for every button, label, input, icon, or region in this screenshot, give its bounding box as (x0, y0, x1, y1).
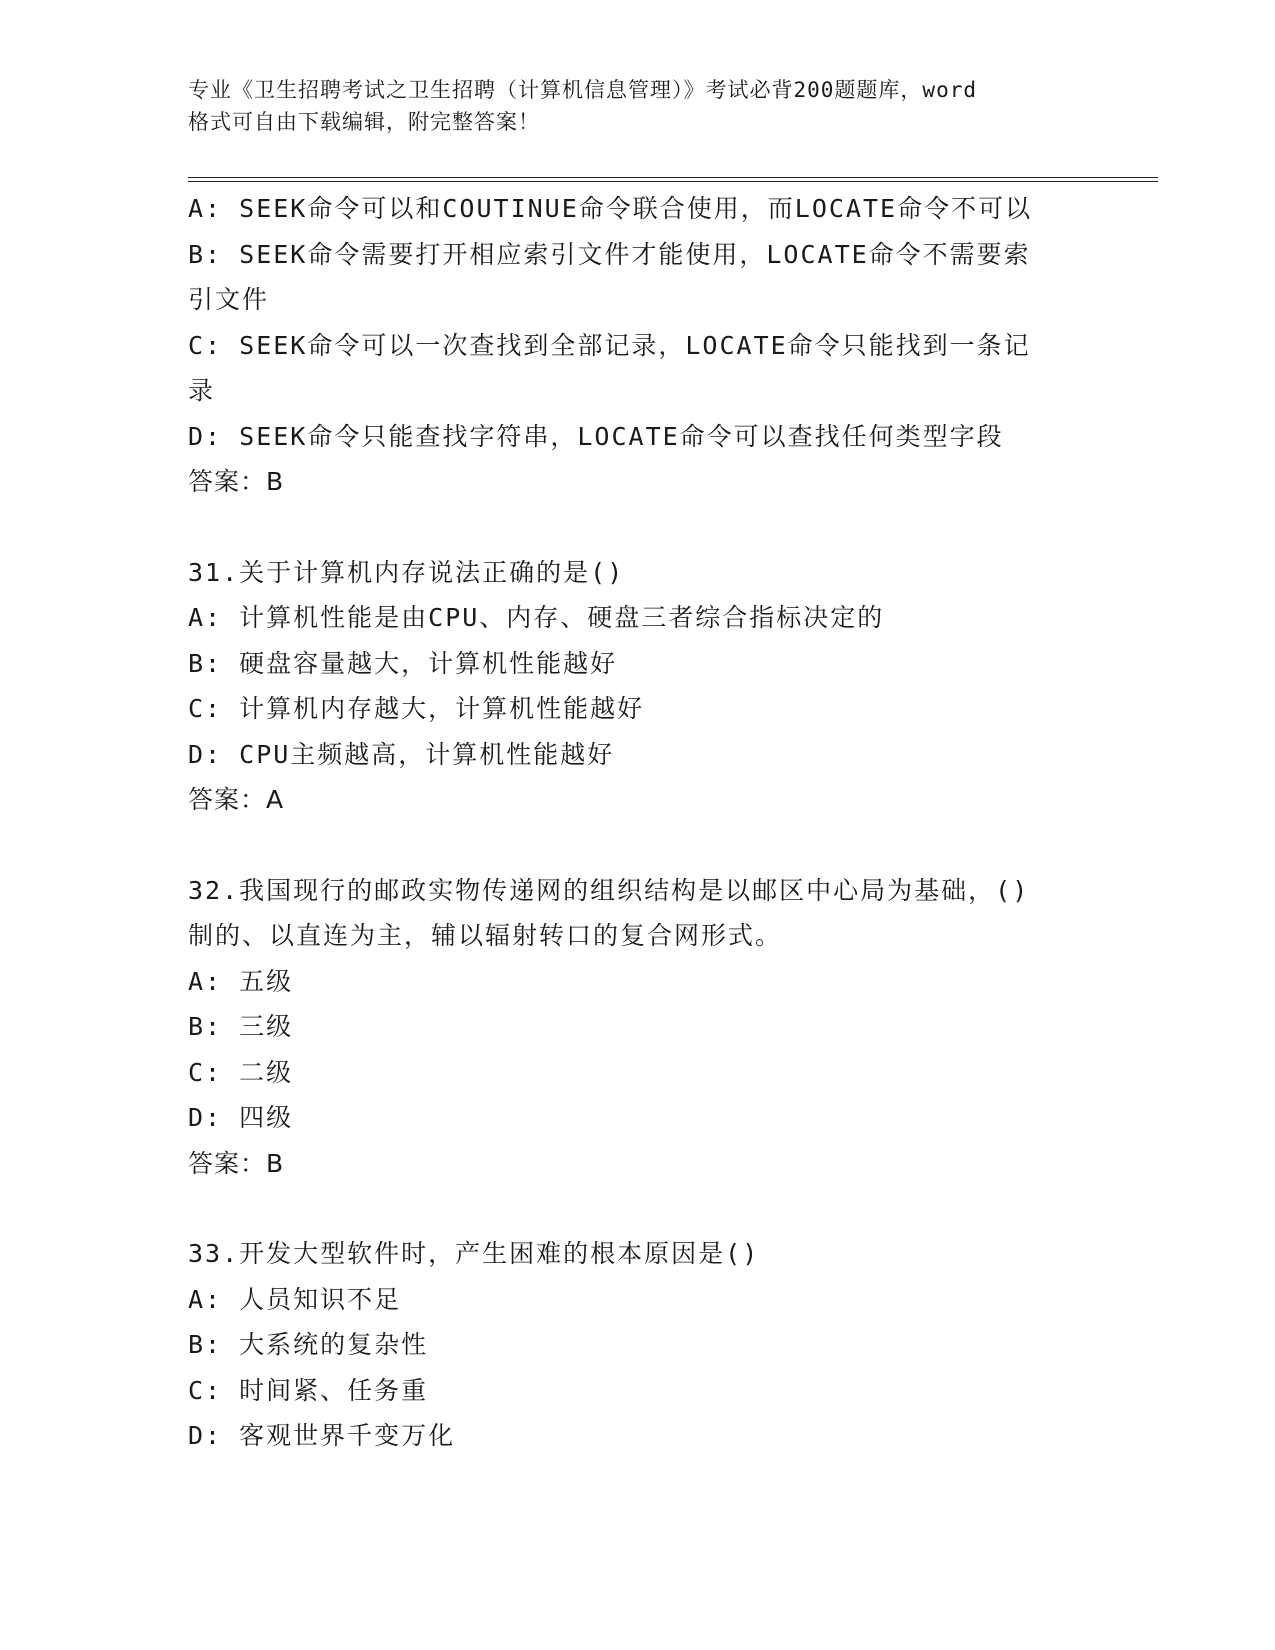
document-header (188, 74, 1088, 138)
option-b: B: SEEK命令需要打开相应索引文件才能使用，LOCATE命令不需要索 (188, 239, 1031, 269)
option-a: A: 人员知识不足 (188, 1284, 402, 1314)
option-b: B: 大系统的复杂性 (188, 1330, 429, 1359)
option-a: A: SEEK命令可以和COUTINUE命令联合使用，而LOCATE命令不可以 (188, 194, 1033, 223)
header-title-line-1: 专业《卫生招聘考试之卫生招聘（计算机信息管理）》考试必背200题题库，word (188, 78, 977, 102)
question-content (188, 186, 1088, 1459)
spacer (188, 1186, 1088, 1231)
option-c: C: 时间紧、任务重 (188, 1375, 429, 1405)
question-text: 33.开发大型软件时，产生困难的根本原因是() (188, 1239, 760, 1268)
question-text: 31.关于计算机内存说法正确的是() (188, 557, 625, 587)
option-b: B: 硬盘容量越大，计算机性能越好 (188, 648, 618, 678)
spacer (188, 823, 1088, 868)
option-d: D: SEEK命令只能查找字符串，LOCATE命令可以查找任何类型字段 (188, 421, 1004, 451)
option-a: A: 五级 (188, 966, 294, 996)
option-c-continued: 录 (188, 376, 216, 405)
header-divider (188, 177, 1158, 183)
question-32-block (188, 868, 1088, 1187)
spacer (188, 505, 1088, 550)
answer-label: 答案：B (188, 1148, 285, 1178)
option-d: D: CPU主频越高，计算机性能越好 (188, 739, 615, 769)
answer-label: 答案：A (188, 785, 285, 814)
option-b-continued: 引文件 (188, 285, 270, 314)
option-c: C: 二级 (188, 1057, 294, 1087)
question-text-continued: 制的、以直连为主，辅以辐射转口的复合网形式。 (188, 921, 783, 950)
option-d: D: 客观世界千变万化 (188, 1421, 456, 1450)
question-text: 32.我国现行的邮政实物传递网的组织结构是以邮区中心局为基础，() (188, 875, 1030, 905)
option-d: D: 四级 (188, 1103, 294, 1132)
option-b: B: 三级 (188, 1012, 294, 1041)
divider-line-bottom (188, 181, 1158, 182)
divider-line-top (188, 177, 1158, 178)
option-c: C: 计算机内存越大，计算机性能越好 (188, 694, 645, 723)
option-a: A: 计算机性能是由CPU、内存、硬盘三者综合指标决定的 (188, 603, 885, 632)
option-c: C: SEEK命令可以一次查找到全部记录，LOCATE命令只能找到一条记 (188, 330, 1031, 360)
question-30-block (188, 186, 1088, 505)
question-33-block (188, 1231, 1088, 1459)
question-31-block (188, 550, 1088, 823)
answer-label: 答案：B (188, 467, 285, 496)
header-title-line-2: 格式可自由下载编辑，附完整答案！ (188, 110, 540, 134)
